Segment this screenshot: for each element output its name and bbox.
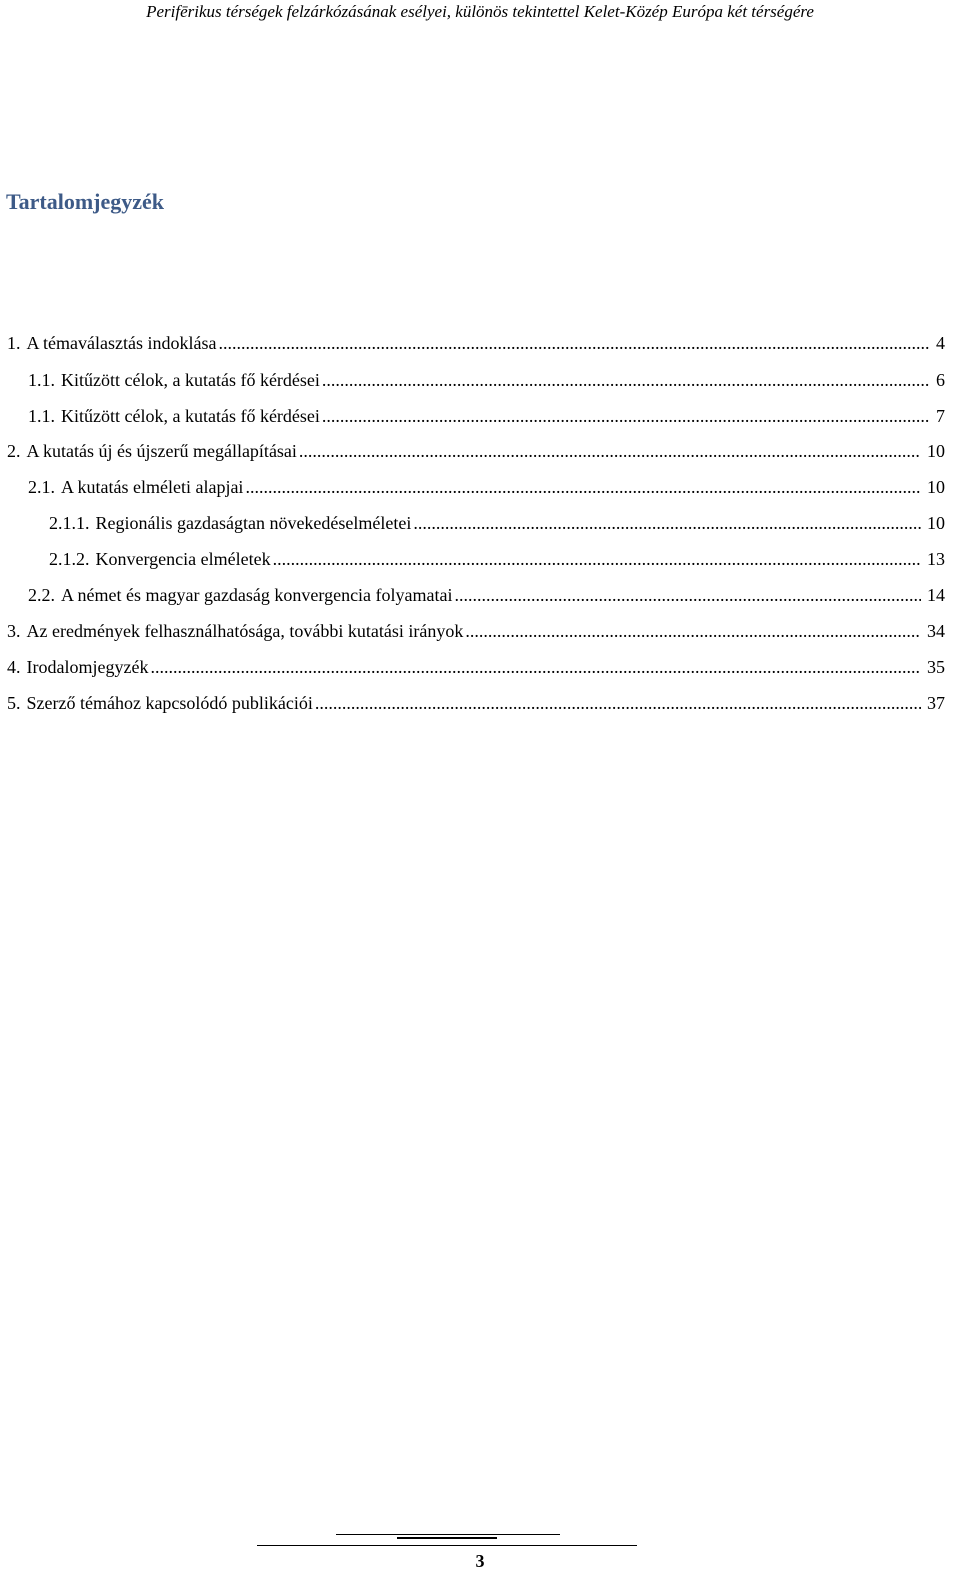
toc-entry-label: Kitűzött célok, a kutatás fő kérdései bbox=[61, 406, 320, 426]
toc-entry-page: 4 bbox=[936, 333, 945, 353]
toc-entry-label: Az eredmények felhasználhatósága, további kutatási irányok bbox=[26, 621, 464, 641]
toc-entry-number: 3. bbox=[7, 621, 21, 641]
toc-leader-dots bbox=[273, 546, 921, 572]
footer-rule-accent bbox=[397, 1537, 497, 1539]
toc-entry-4[interactable] bbox=[7, 438, 945, 464]
toc-title: Tartalomjegyzék bbox=[6, 189, 165, 214]
toc-entry-8[interactable] bbox=[28, 582, 945, 608]
toc-leader-dots bbox=[299, 438, 921, 464]
toc-leader-dots bbox=[322, 403, 930, 429]
toc-entry-number: 1. bbox=[7, 333, 21, 353]
toc-entry-page: 10 bbox=[927, 477, 945, 497]
toc-entry-label: Szerző témához kapcsolódó publikációi bbox=[26, 693, 313, 713]
toc-entry-number: 2.2. bbox=[28, 585, 55, 605]
toc-entry-label: Irodalomjegyzék bbox=[26, 657, 149, 677]
toc-entry-label: A kutatás elméleti alapjai bbox=[61, 477, 244, 497]
toc-entry-number: 4. bbox=[7, 657, 21, 677]
toc-entry-number: 2.1.2. bbox=[49, 549, 90, 569]
toc-entry-page: 37 bbox=[927, 693, 945, 713]
page-number: 3 bbox=[475, 1551, 485, 1571]
running-header: Perifērikus térségek felzárkózásának esélyei, különös tekintettel Kelet-Közép Európa két térségére bbox=[146, 2, 814, 21]
toc-entry-9[interactable] bbox=[7, 618, 945, 644]
toc-leader-dots bbox=[245, 474, 921, 500]
toc-entry-number: 2.1.1. bbox=[49, 513, 90, 533]
toc-entry-10[interactable] bbox=[7, 654, 945, 680]
toc-entry-page: 35 bbox=[927, 657, 945, 677]
toc-entry-number: 5. bbox=[7, 693, 21, 713]
toc-entry-page: 10 bbox=[927, 441, 945, 461]
toc-leader-dots bbox=[315, 690, 921, 716]
toc-entry-7[interactable] bbox=[49, 546, 945, 572]
toc-leader-dots bbox=[150, 654, 921, 680]
toc-entry-page: 6 bbox=[936, 370, 945, 390]
toc-entry-3[interactable] bbox=[28, 403, 945, 429]
toc-entry-label: Konvergencia elméletek bbox=[95, 549, 271, 569]
toc-entry-2[interactable] bbox=[28, 367, 945, 393]
toc-leader-dots bbox=[465, 618, 921, 644]
toc-entry-label: A német és magyar gazdaság konvergencia folyamatai bbox=[61, 585, 453, 605]
toc-entry-label: Regionális gazdaságtan növekedéselméletei bbox=[95, 513, 412, 533]
toc-entry-page: 10 bbox=[927, 513, 945, 533]
toc-entry-11[interactable] bbox=[7, 690, 945, 716]
toc-entry-label: A kutatás új és újszerű megállapításai bbox=[26, 441, 297, 461]
footer-rule-top bbox=[336, 1534, 560, 1535]
toc-entry-label: Kitűzött célok, a kutatás fő kérdései bbox=[61, 370, 320, 390]
toc-leader-dots bbox=[218, 330, 930, 356]
toc-entry-number: 2.1. bbox=[28, 477, 55, 497]
toc-entry-page: 13 bbox=[927, 549, 945, 569]
toc-leader-dots bbox=[455, 582, 921, 608]
toc-entry-1[interactable] bbox=[7, 330, 945, 356]
toc-entry-number: 2. bbox=[7, 441, 21, 461]
toc-entry-number: 1.1. bbox=[28, 370, 55, 390]
toc-entry-page: 34 bbox=[927, 621, 945, 641]
footer-rule-bottom bbox=[257, 1545, 637, 1546]
toc-entry-5[interactable] bbox=[28, 474, 945, 500]
toc-entry-number: 1.1. bbox=[28, 406, 55, 426]
toc-entry-label: A témaválasztás indoklása bbox=[26, 333, 217, 353]
toc-leader-dots bbox=[413, 510, 921, 536]
toc-leader-dots bbox=[322, 367, 930, 393]
toc-entry-page: 14 bbox=[927, 585, 945, 605]
toc-entry-page: 7 bbox=[936, 406, 945, 426]
toc-entry-6[interactable] bbox=[49, 510, 945, 536]
